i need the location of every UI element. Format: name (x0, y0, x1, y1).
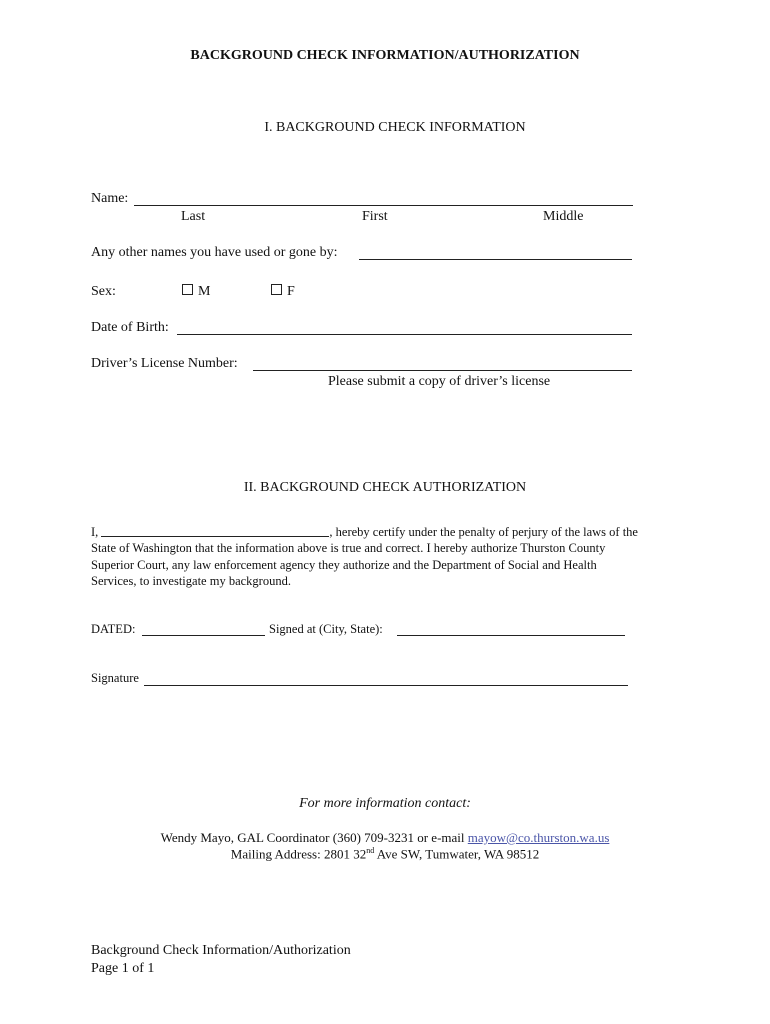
section-1-heading: I. BACKGROUND CHECK INFORMATION (264, 120, 526, 135)
dated-field[interactable] (142, 635, 265, 636)
name-sub-first: First (362, 209, 388, 224)
cert-line-2: State of Washington that the information above is true and correct. I hereby authorize Thurston County (91, 541, 606, 556)
contact-heading: For more information contact: (299, 796, 471, 811)
contact-line-2 (0, 846, 770, 862)
checkbox-m[interactable] (182, 284, 193, 295)
mailing-address-suffix: Ave SW, Tumwater, WA 98512 (374, 846, 540, 862)
dob-label: Date of Birth: (91, 320, 169, 335)
signature-label: Signature (91, 671, 139, 685)
section-2-heading: II. BACKGROUND CHECK AUTHORIZATION (243, 480, 527, 495)
mailing-address-prefix: Mailing Address: 2801 32 (230, 846, 367, 862)
sex-label: Sex: (91, 284, 116, 299)
cert-line-3: Superior Court, any law enforcement agency they authorize and the Department of Social and Health (91, 557, 597, 572)
name-sub-middle: Middle (543, 209, 584, 224)
contact-email-link[interactable]: mayow@co.thurston.wa.us (467, 830, 610, 845)
sex-option-m[interactable] (182, 284, 210, 300)
sex-option-f[interactable] (271, 284, 295, 300)
signature-field[interactable] (144, 685, 628, 686)
name-field[interactable] (134, 205, 633, 206)
contact-person: Wendy Mayo, GAL Coordinator (360) 709-3231 or e-mail (160, 830, 465, 845)
name-sub-last: Last (181, 209, 206, 224)
mailing-address-sup: nd (366, 846, 375, 855)
dob-field[interactable] (177, 334, 632, 335)
other-names-label: Any other names you have used or gone by: (91, 245, 338, 260)
contact-line-1 (0, 830, 770, 846)
license-label: Driver’s License Number: (91, 356, 238, 371)
cert-line-4: Services, to investigate my background. (91, 573, 291, 588)
name-label: Name: (91, 191, 129, 206)
signed-at-label: Signed at (City, State): (269, 622, 383, 636)
sex-option-f-label: F (287, 284, 295, 299)
document-title: BACKGROUND CHECK INFORMATION/AUTHORIZATION (190, 48, 580, 63)
cert-prefix: I, (91, 525, 99, 539)
license-field[interactable] (253, 370, 632, 371)
sex-option-m-label: M (198, 284, 211, 299)
license-note: Please submit a copy of driver’s license (328, 374, 551, 389)
other-names-field[interactable] (359, 259, 632, 260)
cert-line-1 (91, 524, 681, 540)
footer-page-number: Page 1 of 1 (91, 961, 155, 976)
signed-at-field[interactable] (397, 635, 625, 636)
certification-paragraph (91, 524, 681, 589)
checkbox-f[interactable] (271, 284, 282, 295)
certifier-name-field[interactable] (101, 525, 329, 537)
dated-label: DATED: (91, 622, 136, 636)
footer-title: Background Check Information/Authorization (91, 943, 351, 958)
cert-text-1: , hereby certify under the penalty of perjury of the laws of the (329, 525, 638, 539)
